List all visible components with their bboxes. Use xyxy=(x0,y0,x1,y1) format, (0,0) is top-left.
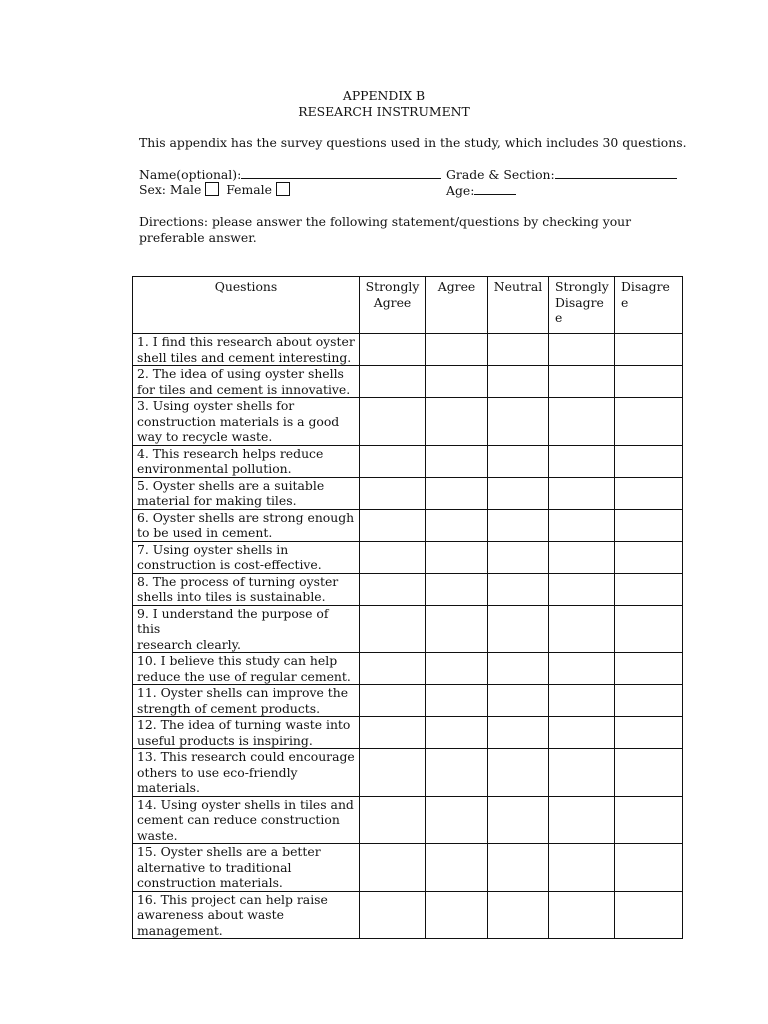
answer-disagree-cell[interactable] xyxy=(615,844,683,892)
answer-strongly-agree-cell[interactable] xyxy=(360,605,426,653)
question-text-line: management. xyxy=(137,922,223,938)
answer-neutral-cell[interactable] xyxy=(488,398,549,446)
answer-strongly-agree-cell[interactable] xyxy=(360,541,426,573)
table-row xyxy=(133,891,683,939)
answer-neutral-cell[interactable] xyxy=(488,796,549,844)
answer-agree-cell[interactable] xyxy=(426,366,488,398)
intro-text: This appendix has the survey questions used in the study, which includes 30 questions. xyxy=(139,135,687,150)
age-label: Age: xyxy=(446,183,475,198)
answer-strongly-agree-cell[interactable] xyxy=(360,749,426,797)
question-cell xyxy=(133,749,360,797)
question-cell xyxy=(133,891,360,939)
answer-disagree-cell[interactable] xyxy=(615,891,683,939)
answer-strongly-agree-cell[interactable] xyxy=(360,653,426,685)
grade-section-label: Grade & Section: xyxy=(446,167,555,182)
answer-strongly-disagree-cell[interactable] xyxy=(549,509,615,541)
answer-strongly-agree-cell[interactable] xyxy=(360,334,426,366)
question-text-line: 15. Oyster shells are a better xyxy=(137,844,321,859)
table-row xyxy=(133,653,683,685)
name-label: Name(optional): xyxy=(139,167,242,182)
name-field-row xyxy=(139,166,441,183)
table-row xyxy=(133,685,683,717)
answer-neutral-cell[interactable] xyxy=(488,573,549,605)
answer-disagree-cell[interactable] xyxy=(615,749,683,797)
answer-strongly-agree-cell[interactable] xyxy=(360,844,426,892)
answer-disagree-cell[interactable] xyxy=(615,509,683,541)
answer-strongly-disagree-cell[interactable] xyxy=(549,685,615,717)
question-text-line: to be used in cement. xyxy=(137,525,273,540)
directions-line-2: preferable answer. xyxy=(139,230,257,245)
answer-strongly-agree-cell[interactable] xyxy=(360,509,426,541)
answer-agree-cell[interactable] xyxy=(426,334,488,366)
question-text-line: others to use eco-friendly xyxy=(137,764,298,780)
survey-table xyxy=(132,276,683,939)
table-row xyxy=(133,398,683,446)
question-text-line: 4. This research helps reduce xyxy=(137,445,324,461)
table-row xyxy=(133,334,683,366)
question-text-line: 8. The process of turning oyster xyxy=(137,573,339,589)
answer-agree-cell[interactable] xyxy=(426,844,488,892)
question-text-line: 16. This project can help raise xyxy=(137,891,328,907)
question-cell xyxy=(133,445,360,477)
answer-strongly-disagree-cell[interactable] xyxy=(549,605,615,653)
answer-strongly-agree-cell[interactable] xyxy=(360,891,426,939)
answer-strongly-disagree-cell[interactable] xyxy=(549,398,615,446)
answer-disagree-cell[interactable] xyxy=(615,366,683,398)
answer-agree-cell[interactable] xyxy=(426,477,488,509)
answer-disagree-cell[interactable] xyxy=(615,685,683,717)
header-agree: Agree xyxy=(426,277,488,334)
question-text-line: alternative to traditional xyxy=(137,859,292,875)
question-cell xyxy=(133,541,360,573)
answer-strongly-disagree-cell[interactable] xyxy=(549,844,615,892)
answer-neutral-cell[interactable] xyxy=(488,366,549,398)
question-text-line: useful products is inspiring. xyxy=(137,732,313,748)
table-row xyxy=(133,541,683,573)
question-text-line: way to recycle waste. xyxy=(137,429,273,444)
answer-strongly-disagree-cell[interactable] xyxy=(549,366,615,398)
answer-strongly-disagree-cell[interactable] xyxy=(549,541,615,573)
answer-strongly-disagree-cell[interactable] xyxy=(549,717,615,749)
name-field[interactable] xyxy=(241,166,441,179)
table-row xyxy=(133,573,683,605)
answer-disagree-cell[interactable] xyxy=(615,541,683,573)
female-checkbox[interactable] xyxy=(276,182,290,196)
age-field[interactable] xyxy=(474,182,516,195)
answer-neutral-cell[interactable] xyxy=(488,717,549,749)
question-text-line: awareness about waste xyxy=(137,907,284,922)
answer-strongly-disagree-cell[interactable] xyxy=(549,445,615,477)
header-strongly-agree: Strongly Agree xyxy=(360,277,426,334)
question-cell xyxy=(133,796,360,844)
answer-agree-cell[interactable] xyxy=(426,891,488,939)
question-text-line: 13. This research could encourage xyxy=(137,749,355,764)
question-cell xyxy=(133,653,360,685)
question-text-line: construction materials. xyxy=(137,875,283,890)
question-cell xyxy=(133,398,360,446)
answer-disagree-cell[interactable] xyxy=(615,796,683,844)
header-neutral: Neutral xyxy=(488,277,549,334)
question-text-line: construction materials is a good xyxy=(137,413,340,429)
table-row xyxy=(133,477,683,509)
answer-neutral-cell[interactable] xyxy=(488,749,549,797)
answer-agree-cell[interactable] xyxy=(426,445,488,477)
male-checkbox[interactable] xyxy=(205,182,219,196)
question-cell xyxy=(133,509,360,541)
answer-strongly-disagree-cell[interactable] xyxy=(549,749,615,797)
answer-strongly-disagree-cell[interactable] xyxy=(549,653,615,685)
answer-neutral-cell[interactable] xyxy=(488,891,549,939)
answer-disagree-cell[interactable] xyxy=(615,573,683,605)
answer-agree-cell[interactable] xyxy=(426,398,488,446)
question-cell xyxy=(133,844,360,892)
answer-neutral-cell[interactable] xyxy=(488,685,549,717)
question-text-line: strength of cement products. xyxy=(137,700,321,716)
answer-disagree-cell[interactable] xyxy=(615,398,683,446)
answer-neutral-cell[interactable] xyxy=(488,334,549,366)
question-cell xyxy=(133,717,360,749)
answer-neutral-cell[interactable] xyxy=(488,445,549,477)
question-cell xyxy=(133,573,360,605)
question-text-line: for tiles and cement is innovative. xyxy=(137,381,351,397)
directions-line-1: Directions: please answer the following statement/questions by checking your xyxy=(139,214,632,229)
answer-strongly-disagree-cell[interactable] xyxy=(549,477,615,509)
answer-neutral-cell[interactable] xyxy=(488,477,549,509)
question-text-line: cement can reduce construction xyxy=(137,812,340,827)
question-text-line: environmental pollution. xyxy=(137,461,292,476)
answer-strongly-disagree-cell[interactable] xyxy=(549,891,615,939)
question-text-line: 11. Oyster shells can improve the xyxy=(137,685,349,700)
appendix-label: APPENDIX B xyxy=(342,88,426,103)
question-text-line: reduce the use of regular cement. xyxy=(137,668,351,684)
answer-strongly-agree-cell[interactable] xyxy=(360,398,426,446)
question-text-line: shell tiles and cement interesting. xyxy=(137,349,352,365)
question-cell xyxy=(133,334,360,366)
header-disagree: Disagre e xyxy=(615,277,683,334)
table-row xyxy=(133,844,683,892)
question-text-line: 12. The idea of turning waste into xyxy=(137,717,351,732)
grade-field-row xyxy=(446,166,677,183)
question-text-line: construction is cost-effective. xyxy=(137,557,322,572)
answer-agree-cell[interactable] xyxy=(426,717,488,749)
question-cell xyxy=(133,477,360,509)
header-strongly-disagree: Strongly Disagre e xyxy=(549,277,615,334)
answer-strongly-agree-cell[interactable] xyxy=(360,717,426,749)
age-field-row xyxy=(446,182,516,199)
answer-neutral-cell[interactable] xyxy=(488,844,549,892)
question-text-line: 14. Using oyster shells in tiles and xyxy=(137,796,354,812)
answer-agree-cell[interactable] xyxy=(426,541,488,573)
question-cell xyxy=(133,685,360,717)
answer-strongly-disagree-cell[interactable] xyxy=(549,334,615,366)
answer-agree-cell[interactable] xyxy=(426,749,488,797)
question-text-line: materials. xyxy=(137,780,200,795)
answer-neutral-cell[interactable] xyxy=(488,509,549,541)
question-cell xyxy=(133,366,360,398)
question-text-line: 7. Using oyster shells in xyxy=(137,541,289,557)
answer-strongly-agree-cell[interactable] xyxy=(360,796,426,844)
sex-row xyxy=(139,182,290,198)
table-row xyxy=(133,796,683,844)
answer-agree-cell[interactable] xyxy=(426,573,488,605)
answer-disagree-cell[interactable] xyxy=(615,334,683,366)
grade-section-field[interactable] xyxy=(555,166,677,179)
table-row xyxy=(133,445,683,477)
answer-disagree-cell[interactable] xyxy=(615,605,683,653)
female-label: Female xyxy=(226,182,272,197)
table-row xyxy=(133,717,683,749)
table-row xyxy=(133,749,683,797)
question-text-line: 9. I understand the purpose of this xyxy=(137,605,329,636)
page-title: RESEARCH INSTRUMENT xyxy=(298,104,470,119)
answer-strongly-agree-cell[interactable] xyxy=(360,685,426,717)
answer-agree-cell[interactable] xyxy=(426,685,488,717)
answer-strongly-disagree-cell[interactable] xyxy=(549,796,615,844)
question-text-line: 6. Oyster shells are strong enough xyxy=(137,509,355,525)
sex-male-label: Sex: Male xyxy=(139,182,202,197)
answer-agree-cell[interactable] xyxy=(426,605,488,653)
answer-agree-cell[interactable] xyxy=(426,796,488,844)
answer-disagree-cell[interactable] xyxy=(615,477,683,509)
answer-neutral-cell[interactable] xyxy=(488,653,549,685)
answer-disagree-cell[interactable] xyxy=(615,717,683,749)
answer-disagree-cell[interactable] xyxy=(615,653,683,685)
question-text-line: 3. Using oyster shells for xyxy=(137,398,295,413)
question-text-line: waste. xyxy=(137,827,178,843)
table-row xyxy=(133,366,683,398)
table-row xyxy=(133,509,683,541)
table-header-row xyxy=(133,277,683,334)
answer-agree-cell[interactable] xyxy=(426,653,488,685)
answer-strongly-disagree-cell[interactable] xyxy=(549,573,615,605)
question-text-line: material for making tiles. xyxy=(137,493,297,508)
answer-strongly-agree-cell[interactable] xyxy=(360,477,426,509)
answer-neutral-cell[interactable] xyxy=(488,605,549,653)
question-text-line: 1. I find this research about oyster xyxy=(137,334,355,349)
answer-strongly-agree-cell[interactable] xyxy=(360,366,426,398)
table-row xyxy=(133,605,683,653)
answer-neutral-cell[interactable] xyxy=(488,541,549,573)
question-text-line: 2. The idea of using oyster shells xyxy=(137,366,344,381)
answer-strongly-agree-cell[interactable] xyxy=(360,445,426,477)
answer-agree-cell[interactable] xyxy=(426,509,488,541)
question-text-line: shells into tiles is sustainable. xyxy=(137,589,326,604)
header-questions: Questions xyxy=(133,277,360,334)
question-text-line: 10. I believe this study can help xyxy=(137,653,338,668)
answer-strongly-agree-cell[interactable] xyxy=(360,573,426,605)
answer-disagree-cell[interactable] xyxy=(615,445,683,477)
question-text-line: 5. Oyster shells are a suitable xyxy=(137,477,325,493)
question-text-line: research clearly. xyxy=(137,636,241,652)
question-cell xyxy=(133,605,360,653)
